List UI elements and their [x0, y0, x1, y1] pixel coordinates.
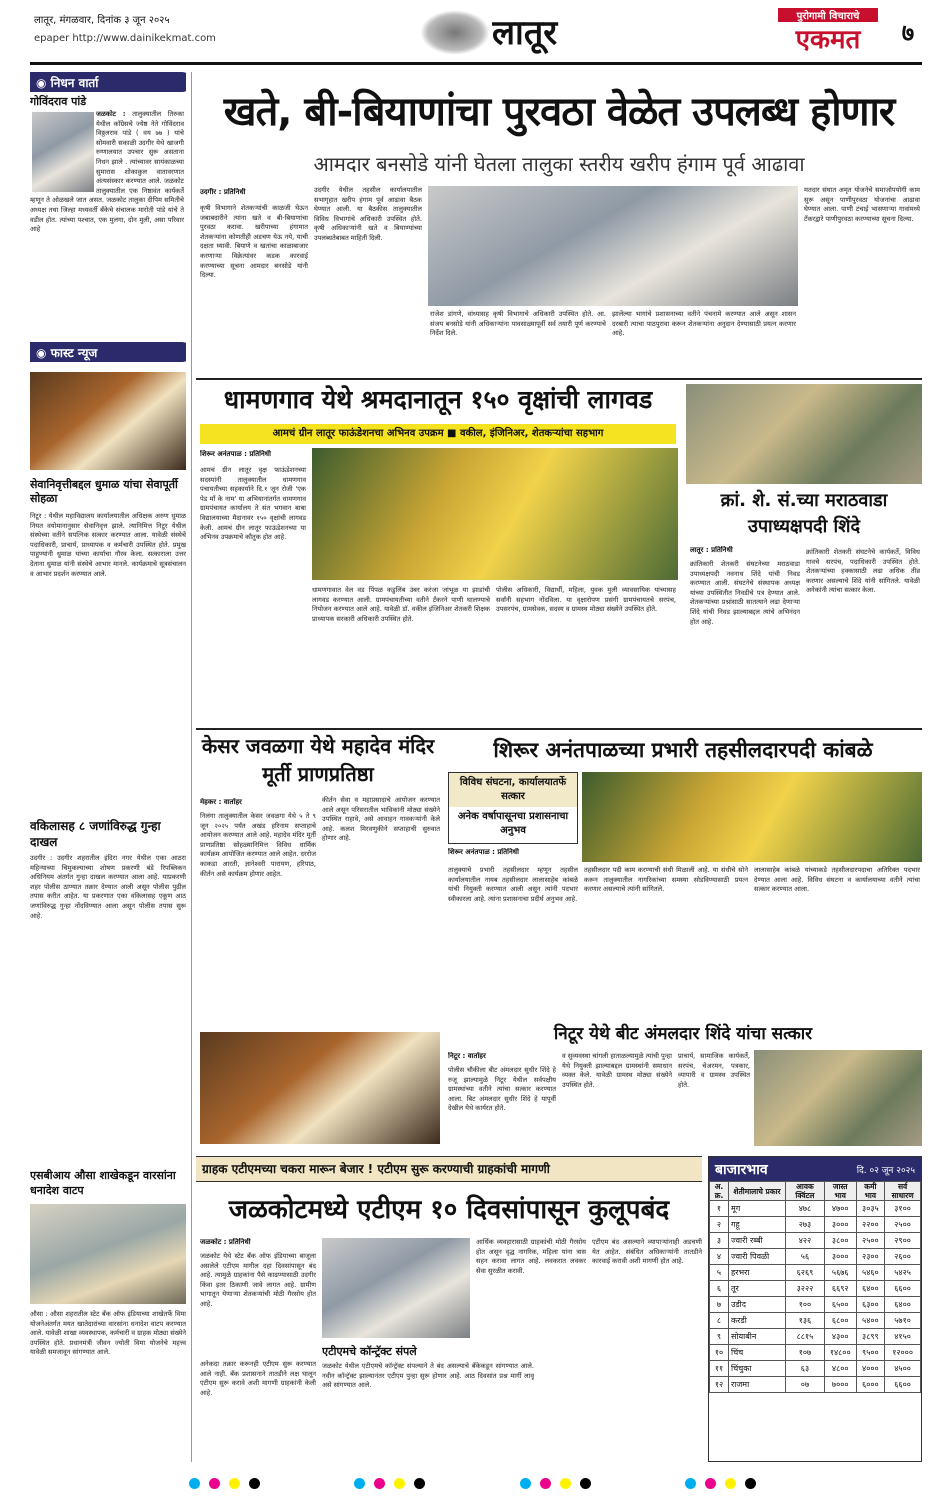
- market-cell: २६००: [885, 1249, 921, 1265]
- fast-news-section: [30, 342, 186, 1462]
- lead-photo: [428, 186, 798, 306]
- fast-news-title-3: एसबीआय औसा शाखेकडून वारसांना धनादेश वाटप: [30, 1169, 176, 1197]
- kranti-body-1: क्रांतिकारी शेतकरी संघटनेच्या मराठवाडा उपाध्यक्षपदी नवनाथ शिंदे यांची निवड करण्यात आली. संघटनेचे संस्थापक अध्यक्ष यांच्या उपस्थितीत निवडीचे पत्र देण्यात आले. शेतकऱ्यांच्या प्रश्नांसाठी सातत्याने लढा देणाऱ्या शिंदे यांची निवड झाल्याबद्दल त्यांचे अभिनंदन होत आहे.: [690, 560, 800, 626]
- market-cell: ३१००: [885, 1201, 921, 1217]
- bullet-icon: ◉: [36, 346, 51, 360]
- market-cell: १: [710, 1201, 729, 1217]
- market-row: [710, 1217, 921, 1233]
- market-cell: ९५००: [856, 1345, 885, 1361]
- market-cell: मूग: [729, 1201, 786, 1217]
- shirur-box-2: अनेक वर्षापासूनचा प्रशासनाचा अनुभव: [457, 811, 569, 836]
- market-cell: ४२२: [786, 1233, 825, 1249]
- market-cell: सोयाबीन: [729, 1329, 786, 1345]
- market-col-header: शेतीमालाचे प्रकार: [729, 1182, 786, 1201]
- market-cell: चिंचुका: [729, 1361, 786, 1377]
- dhamangaon-headline: धामणगाव येथे श्रमदानातून १५० वृक्षांची लागवड: [223, 385, 653, 414]
- registration-dot: [394, 1478, 405, 1489]
- tagline: पुरोगामी विचाराचे: [778, 8, 878, 22]
- market-row: [710, 1201, 921, 1217]
- market-row: [710, 1361, 921, 1377]
- atm-photo: [322, 1238, 470, 1338]
- market-cell: ४७८: [786, 1201, 825, 1217]
- atm-caption-body: जळकोट येथील एटीएमचे कॉन्ट्रॅक्ट संपल्याने ते बंद असल्याचे बँकेकडून सांगण्यात आले. नवीन कॉन्ट्रॅक्ट झाल्यानंतर एटीएम पुन्हा सुरू होणार आहे. आठ दिवसांत प्रश्न मार्गी लावू असे सांगण्यात आले.: [322, 1362, 534, 1390]
- market-cell: ३: [710, 1233, 729, 1249]
- market-cell: ८: [710, 1313, 729, 1329]
- shirur-body-1: तालुक्याचे प्रभारी तहसीलदार म्हणून तहसील कार्यालयातील नायब तहसीलदार लालासाहेब कांबळे यांची नियुक्ती करण्यात आली असून त्यांनी पदभार स्वीकारला आहे. त्यांना प्रशासनाचा प्रदीर्घ अनुभव आहे.: [448, 866, 578, 903]
- market-cell: ७: [710, 1297, 729, 1313]
- atm-body-2: अनेकदा तक्रार करूनही एटीएम सुरू करण्यात आले नाही. बँक प्रशासनाने तातडीने लक्ष घालून एटीएम सुरू करावे अशी मागणी ग्राहकांनी केली आहे.: [200, 1360, 316, 1397]
- market-cell: ३०३५: [856, 1201, 885, 1217]
- registration-dot: [354, 1478, 365, 1489]
- market-row: [710, 1313, 921, 1329]
- market-cell: ६: [710, 1281, 729, 1297]
- fast-news-label: फास्ट न्यूज: [50, 346, 98, 360]
- market-cell: ज्वारी पिवळी: [729, 1249, 786, 1265]
- city-map-icon: [420, 10, 490, 55]
- market-cell: ४१५०: [885, 1329, 921, 1345]
- dhamangaon-photo: [312, 448, 678, 580]
- market-row: [710, 1377, 921, 1393]
- market-date: दि. ०२ जून २०२५: [856, 1165, 915, 1176]
- market-cell: ४८००: [824, 1361, 856, 1377]
- fast-news-title-2: वकिलासह ८ जणांविरुद्ध गुन्हा दाखल: [30, 819, 161, 849]
- registration-dot: [249, 1478, 260, 1489]
- market-col-header: जास्त भाव: [824, 1182, 856, 1201]
- market-cell: ३०००: [824, 1249, 856, 1265]
- market-cell: ४: [710, 1249, 729, 1265]
- market-cell: ७०००: [824, 1377, 856, 1393]
- market-cell: २२००: [856, 1217, 885, 1233]
- market-cell: ६०००: [856, 1377, 885, 1393]
- obit-section: [30, 72, 186, 332]
- market-cell: ३२२२: [786, 1281, 825, 1297]
- registration-dot: [560, 1478, 571, 1489]
- kesar-headline: केसर जवळगा येथे महादेव मंदिर मूर्ती प्राणप्रतिष्ठा: [201, 734, 435, 786]
- market-cell: ११: [710, 1361, 729, 1377]
- obit-section-header: [30, 72, 186, 92]
- lead-body-5: मतदार संघात अमृत योजनेचे समाजोपयोगी काम सुरू असून पाणीपुरवठा योजनांचा आढावा घेण्यात आला. पाणी टंचाई भासणाऱ्या गावांमध्ये टँकरद्वारे पाणीपुरवठा करण्याच्या सूचना दिल्या.: [804, 186, 920, 223]
- dateline: लातूर, मंगळवार, दिनांक ३ जून २०२५: [34, 15, 170, 26]
- registration-dot: [229, 1478, 240, 1489]
- kranti-byline: लातूर : प्रतिनिधी: [690, 546, 733, 554]
- market-cell: १३६: [786, 1313, 825, 1329]
- market-cell: ३८००: [824, 1233, 856, 1249]
- nitur-body-3: प्राचार्य, सामाजिक कार्यकर्ते, सरपंच, चेअरमन, पत्रकार, व्यापारी व ग्रामस्थ उपस्थित होते.: [678, 1052, 750, 1089]
- market-cell: २५००: [856, 1233, 885, 1249]
- registration-dot: [580, 1478, 591, 1489]
- nitur-byline: निटूर : वार्ताहर: [448, 1052, 486, 1060]
- market-box: [708, 1156, 922, 1462]
- market-cell: १४८००: [824, 1345, 856, 1361]
- market-cell: १२०००: [885, 1345, 921, 1361]
- kesar-byline: मेहकर : वार्ताहर: [200, 798, 242, 806]
- lead-byline: उदगीर : प्रतिनिधी: [200, 188, 246, 196]
- kesar-body-1: निलंगा तालुक्यातील केसर जवळगा येथे ५ ते ९ जून २०२५ पर्यंत अखंड हरिनाम सप्ताहाचे आयोजन करण्यात आले आहे. महादेव मंदिर मूर्ती प्राणप्रतिष्ठा सोहळ्यानिमित्त विविध धार्मिक कार्यक्रम आयोजित करण्यात आले आहेत. दररोज काकडा आरती, ज्ञानेश्वरी पारायण, हरिपाठ, कीर्तन असे कार्यक्रम होणार आहेत.: [200, 812, 316, 878]
- registration-dot: [374, 1478, 385, 1489]
- market-cell: ५४२५: [885, 1265, 921, 1281]
- registration-dot: [209, 1478, 220, 1489]
- market-cell: ६२६९: [786, 1265, 825, 1281]
- fast-news-header: [30, 342, 186, 362]
- market-cell: ज्वारी रब्बी: [729, 1233, 786, 1249]
- market-row: [710, 1329, 921, 1345]
- market-row: [710, 1265, 921, 1281]
- market-cell: गहू: [729, 1217, 786, 1233]
- atm-strip-text: ग्राहक एटीएमच्या चकरा मारून बेजार ! एटीएम सुरू करण्याची ग्राहकांची मागणी: [202, 1162, 550, 1176]
- market-title: बाजारभाव: [715, 1161, 768, 1178]
- left-column-rule: [191, 72, 192, 1462]
- market-cell: ३८९९: [856, 1329, 885, 1345]
- lead-body-2: उदगीर येथील तहसील कार्यालयातील सभागृहात खरीप हंगाम पूर्व आढावा बैठक घेण्यात आली. या बैठकीस तालुक्यातील विविध विभागांचे अधिकारी उपस्थित होते. कृषी अधिकाऱ्यांनी खते व बियाण्यांच्या उपलब्धतेबाबत माहिती दिली.: [314, 186, 422, 242]
- fast-news-body-2: उदगीर : उदगीर शहरातील इंदिरा नगर येथील एका आठरा महिन्याच्या चिमुकल्याच्या शोषण प्रकरणी बंडे रिपब्लिकन अधिनियम अंतर्गत गुन्हा दाखल करण्यात आला आहे. याप्रकरणी शहर पोलीस ठाण्यात तक्रार देण्यात आली असून पोलीस पुढील तपास करीत आहेत. या प्रकरणात एका वकिलासह एकूण आठ जणांविरुद्ध गुन्हा नोंदविण्यात आला असून पोलीस तपास सुरू आहे.: [30, 854, 186, 920]
- market-cell: ०७: [786, 1377, 825, 1393]
- fast-news-title-1: सेवानिवृत्तीबद्दल धुमाळ यांचा सेवापूर्ती सोहळा: [30, 478, 178, 505]
- market-cell: ४०००: [856, 1361, 885, 1377]
- market-cell: राजमा: [729, 1377, 786, 1393]
- market-cell: ४७००: [824, 1201, 856, 1217]
- dhamangaon-banner: आमचं ग्रीन लातूर फाऊंडेशनचा अभिनव उपक्रम ■ वकील, इंजिनिअर, शेतकऱ्यांचा सहभाग: [200, 424, 676, 444]
- market-cell: हरभरा: [729, 1265, 786, 1281]
- shirur-byline: शिरूर अनंतपाळ : प्रतिनिधी: [448, 848, 519, 856]
- registration-dot: [725, 1478, 736, 1489]
- market-cell: २७३: [786, 1217, 825, 1233]
- obit-body: [30, 110, 184, 330]
- obit-name: गोविंदराव पांडे: [30, 95, 87, 108]
- market-cell: करडी: [729, 1313, 786, 1329]
- dhamangaon-body-2: धामणगावात वेल वड पिंपळ कडुलिंब उंबर करंजा जांभूळ या झाडांची लागवड करण्यात आली. ग्रामपंचायतीच्या वतीने टँकरने पाणी घालण्याचे नियोजन करण्यात आले आहे. यावेळी डॉ. वकील इंजिनिअर शेतकरी शिक्षक प्राध्यापक सरकारी अधिकारी उपस्थित होते.: [312, 586, 490, 623]
- shirur-body-3: लालासाहेब कांबळे यांच्याकडे तहसीलदारपदाचा अतिरिक्त पदभार देण्यात आला आहे. विविध संघटना व कार्यालयाच्या वतीने त्यांचा सत्कार करण्यात आला.: [754, 866, 920, 894]
- atm-headline: जळकोटमध्ये एटीएम १० दिवसांपासून कुलूपबंद: [228, 1195, 670, 1225]
- fast-news-photo-1: [30, 372, 186, 470]
- atm-byline: जळकोट : प्रतिनिधी: [200, 1238, 251, 1246]
- paper-logo: एकमत: [795, 25, 861, 55]
- market-col-header: सर्व साधारण: [885, 1182, 921, 1201]
- registration-dot: [189, 1478, 200, 1489]
- atm-body-3: आर्थिक व्यवहारासाठी ग्राहकांची मोठी गैरसोय होत असून वृद्ध नागरिक, महिला यांना त्रास सहन करावा लागत आहे. लवकरात लवकर सेवा सुरळीत करावी.: [476, 1238, 586, 1275]
- market-cell: ६६००: [885, 1281, 921, 1297]
- print-registration-bar: [0, 1474, 945, 1494]
- market-cell: ४५००: [885, 1361, 921, 1377]
- market-cell: चिंच: [729, 1345, 786, 1361]
- market-cell: १०: [710, 1345, 729, 1361]
- kranti-photo: [686, 384, 922, 484]
- market-cell: २३००: [856, 1249, 885, 1265]
- market-row: [710, 1249, 921, 1265]
- market-cell: ८८१५: [786, 1329, 825, 1345]
- epaper-link[interactable]: epaper http://www.dainikekmat.com: [34, 33, 216, 44]
- nitur-headline: निटूर येथे बीट अंमलदार शिंदे यांचा सत्कार: [553, 1024, 813, 1044]
- dhamangaon-byline: शिरूर अनंतपाळ : प्रतिनिधी: [200, 450, 271, 458]
- fast-news-body-1: निटूर : येथील महाविद्यालय कार्यालयातील अधिक्षक अरुण धुमाळ नियत वयोमानानुसार सेवानिवृत्त झाले. त्यानिमित्त निटूर येथील संस्थेच्या वतीने सपत्निक सत्कार करण्यात आला. यावेळी संस्थेचे पदाधिकारी, प्राचार्य, प्राध्यापक व कर्मचारी उपस्थित होते. प्रमुख पाहुण्यांनी धुमाळ यांच्या कार्याचा गौरव केला. सत्काराला उत्तर देताना धुमाळ यांनी संस्थेचे आभार मानले. कार्यक्रमाचे सूत्रसंचालन व आभार प्रदर्शन करण्यात आले.: [30, 512, 186, 578]
- market-cell: ९: [710, 1329, 729, 1345]
- market-cell: ४३००: [824, 1329, 856, 1345]
- shirur-body-2: तहसीलदार पदी काम करण्याची संधी मिळाली आहे. या संधीचे सोने करून तालुक्यातील नागरिकांच्या समस्या सोडविण्यासाठी प्रयत्न करणार असल्याचे त्यांनी सांगितले.: [584, 866, 748, 894]
- market-cell: २९००: [885, 1233, 921, 1249]
- fast-news-body-3: औसा : औसा शहरातील स्टेट बँक ऑफ इंडियाच्या शाखेतर्फे विमा योजनेअंतर्गत मयत खातेदारांच्या वारसांना धनादेश वाटप करण्यात आले. यावेळी शाखा व्यवस्थापक, कर्मचारी व ग्राहक मोठ्या संख्येने उपस्थित होते. प्रधानमंत्री जीवन ज्योती विमा योजनेचे महत्त्व यावेळी समजावून सांगण्यात आले.: [30, 1310, 186, 1357]
- market-cell: उडीद: [729, 1297, 786, 1313]
- registration-dot: [414, 1478, 425, 1489]
- obit-text: तालुक्यातील तिरुका येथील काँग्रेसचे ज्येष्ठ नेते गोविंदराव विठ्ठलराव पांडे ( वय ७७ ) यांचे सोमवारी सकाळी उदगीर येथे खाजगी रुग्णालयात उपचार सुरू असताना निधन झाले . त्यांच्यावर सायंकाळच्या सुमारास शोकाकुल वातावरणात अंत्यसंस्कार करण्यात आले. जळकोट तालुक्यातील एक निष्ठावंत कार्यकर्ते म्हणून ते ओळखले जात असत. जळकोट तालुका दीपिम समितीचे अध्यक्ष तथा जिल्हा मध्यवर्ती बँकेचे संचालक मारोती पांडे यांचे ते वडील होत. त्यांच्या पश्चात, एक मुलगा, दोन मुली, असा परिवार आहे: [30, 110, 184, 234]
- market-cell: १००: [786, 1297, 825, 1313]
- fast-news-photo-3: [30, 1204, 186, 1304]
- atm-strip: [196, 1156, 702, 1182]
- nitur-body-2: व सुव्यवस्था चांगली हाताळल्यामुळे त्यांची पुन्हा येथे नियुक्ती झाल्याबद्दल ग्रामस्थांनी समाधान व्यक्त केले. यावेळी ग्रामस्थ मोठ्या संख्येने उपस्थित होते.: [562, 1052, 672, 1089]
- market-col-header: आवक क्विंटल: [786, 1182, 825, 1201]
- masthead: [0, 0, 945, 70]
- market-table: [709, 1181, 921, 1393]
- kranti-headline: क्रां. शे. सं.च्या मराठवाडा उपाध्यक्षपदी शिंदे: [720, 490, 888, 537]
- obit-place: जळकोट :: [96, 110, 126, 118]
- nitur-photo: [754, 1050, 922, 1146]
- lead-headline: खते, बी-बियाणांचा पुरवठा वेळेत उपलब्ध होणार: [223, 89, 895, 135]
- market-cell: २: [710, 1217, 729, 1233]
- market-cell: ६४००: [856, 1281, 885, 1297]
- market-col-header: कमी भाव: [856, 1182, 885, 1201]
- masthead-rule: [30, 62, 922, 65]
- dhamangaon-body-3: पोलीस अधिकारी, विद्यार्थी, महिला, युवक मुली व्यावसायिक यांच्यासह सर्वांनी सहभाग नोंदविला. या वृक्षारोपण प्रसंगी ग्रामपंचायतचे सरपंच, उपसरपंच, ग्रामसेवक, सदस्य व ग्रामस्थ मोठ्या संख्येने उपस्थित होते.: [496, 586, 676, 614]
- market-cell: ६५००: [824, 1297, 856, 1313]
- dhamangaon-body-1: आमचं ग्रीन लातूर वृक्ष फाऊंडेशनच्या सदस्यांनी तालुक्यातील धामणगाव पंचायतीच्या सहकार्याने दि.१ जून रोजी 'एक पेड माँ के नाम' या अभियानांतर्गत धामणगाव ग्रामपंचायत कार्यालय ते संत भगवान बाबा विद्यालयाच्या मैदानावर १५० वृक्षांची लागवड केली. आमचं ग्रीन लातूर फाऊंडेशनच्या या अभिनव उपक्रमाचे कौतुक होत आहे.: [200, 466, 306, 542]
- market-cell: ५४००: [856, 1313, 885, 1329]
- market-header-row: [710, 1182, 921, 1201]
- market-cell: ५६७६: [824, 1265, 856, 1281]
- atm-body-4: एटीएम बंद असल्याने व्यापाऱ्यांनाही अडचणी येत आहेत. संबंधित अधिकाऱ्यांनी तातडीने कारवाई करावी अशी मागणी होत आहे.: [592, 1238, 702, 1266]
- market-cell: ६३: [786, 1361, 825, 1377]
- bullet-icon: ◉: [36, 76, 51, 90]
- market-cell: १२: [710, 1377, 729, 1393]
- market-cell: ६३००: [856, 1297, 885, 1313]
- page-number: ७: [901, 19, 915, 46]
- market-cell: १०७: [786, 1345, 825, 1361]
- market-cell: ५६: [786, 1249, 825, 1265]
- registration-dot: [685, 1478, 696, 1489]
- lead-body-3: राजेश डांगणे, वांध्यासह कृषी विभागाचे अधिकारी उपस्थित होते. आ. संजय बनसोडे यांनी अधिकाऱ्यांना पावसाळ्यापूर्वी सर्व तयारी पूर्ण करण्याचे निर्देश दिले.: [430, 310, 606, 338]
- shirur-headline: शिरूर अनंतपाळच्या प्रभारी तहसीलदारपदी कांबळे: [493, 738, 873, 762]
- kesar-photo: [200, 1032, 440, 1144]
- market-cell: ६६९२: [824, 1281, 856, 1297]
- lead-body-1: कृषी विभागाने शेतकऱ्यांची काळजी घेऊन जबाबदारीने त्यांना खते व बी-बियाणांचा पुरवठा करावा. खरीपाच्या हंगामात शेतकऱ्यांना कोणतीही अडचण येऊ नये, याची दक्षता घ्यावी. बियाणे व खतांचा काळाबाजार करणाऱ्या विक्रेत्यांवर कडक कारवाई करण्याच्या सूचना आमदार बनसोडे यांनी दिल्या.: [200, 204, 308, 280]
- lead-subhead: आमदार बनसोडे यांनी घेतला तालुका स्तरीय खरीप हंगाम पूर्व आढावा: [313, 152, 805, 176]
- registration-dot: [705, 1478, 716, 1489]
- market-row: [710, 1345, 921, 1361]
- market-header: [709, 1157, 921, 1181]
- atm-caption: एटीएमचे कॉन्ट्रॅक्ट संपले: [322, 1345, 417, 1358]
- shirur-box: [448, 772, 578, 844]
- market-cell: ६८००: [824, 1313, 856, 1329]
- market-cell: ६६००: [885, 1377, 921, 1393]
- market-cell: ५: [710, 1265, 729, 1281]
- shirur-box-1: विविध संघटना, कार्यालयातर्फे सत्कार: [449, 773, 577, 807]
- registration-dot: [520, 1478, 531, 1489]
- market-cell: २५००: [885, 1217, 921, 1233]
- kesar-body-2: कीर्तन सेवा व महाप्रसादाचे आयोजन करण्यात आले असून परिसरातील भाविकांनी मोठ्या संख्येने उपस्थित राहावे, असे आवाहन गावकऱ्यांनी केले आहे. कलश मिरवणुकीने सप्ताहाची सुरुवात होणार आहे.: [322, 796, 440, 843]
- market-cell: ६४००: [885, 1297, 921, 1313]
- rule-2: [196, 728, 922, 730]
- market-row: [710, 1233, 921, 1249]
- lead-body-4: झालेल्या भागांचे प्रशासनाच्या वतीने पंचनामे करण्यात आले असून शासन दरबारी त्याचा पाठपुरावा करून शेतकऱ्यांना अनुदान देण्यासाठी प्रयत्न करणार आहे.: [612, 310, 796, 338]
- market-cell: ५४६०: [856, 1265, 885, 1281]
- registration-dot: [540, 1478, 551, 1489]
- city-title: लातूर: [492, 13, 558, 53]
- market-row: [710, 1297, 921, 1313]
- market-cell: ५७१०: [885, 1313, 921, 1329]
- nitur-body-1: पोलीस चौकीला बीट अंमलदार सुधीर शिंदे हे रुजू झाल्यामुळे निटूर येथील सर्वपक्षीय ग्रामस्थांच्या वतीने त्यांचा सत्कार करण्यात आला. बिट अंमलदार सुधीर शिंदे हे यापूर्वी देखील येथे कार्यरत होते.: [448, 1066, 556, 1113]
- market-cell: ३०००: [824, 1217, 856, 1233]
- shirur-photo: [582, 772, 922, 862]
- registration-dot: [745, 1478, 756, 1489]
- market-row: [710, 1281, 921, 1297]
- market-cell: तूर: [729, 1281, 786, 1297]
- kranti-body-2: क्रांतिकारी शेतकरी संघटनेचे कार्यकर्ते, विविध गावचे सरपंच, पदाधिकारी उपस्थित होते. शेतकऱ्यांच्या हक्कासाठी लढा अधिक तीव्र करणार असल्याचे शिंदे यांनी सांगितले. यावेळी अनेकांनी त्यांचा सत्कार केला.: [806, 548, 920, 595]
- market-col-header: अ. क्र.: [710, 1182, 729, 1201]
- obit-section-label: निधन वार्ता: [50, 76, 99, 90]
- atm-body-1: जळकोट येथे स्टेट बँक ऑफ इंडियाच्या बाजूला असलेले एटीएम मागील दहा दिवसांपासून बंद आहे. त्यामुळे ग्राहकांना पैसे काढण्यासाठी उदगीर किंवा इतर ठिकाणी जावे लागत आहे. ग्रामीण भागातून येणाऱ्या शेतकऱ्यांची मोठी गैरसोय होत आहे.: [200, 1252, 316, 1308]
